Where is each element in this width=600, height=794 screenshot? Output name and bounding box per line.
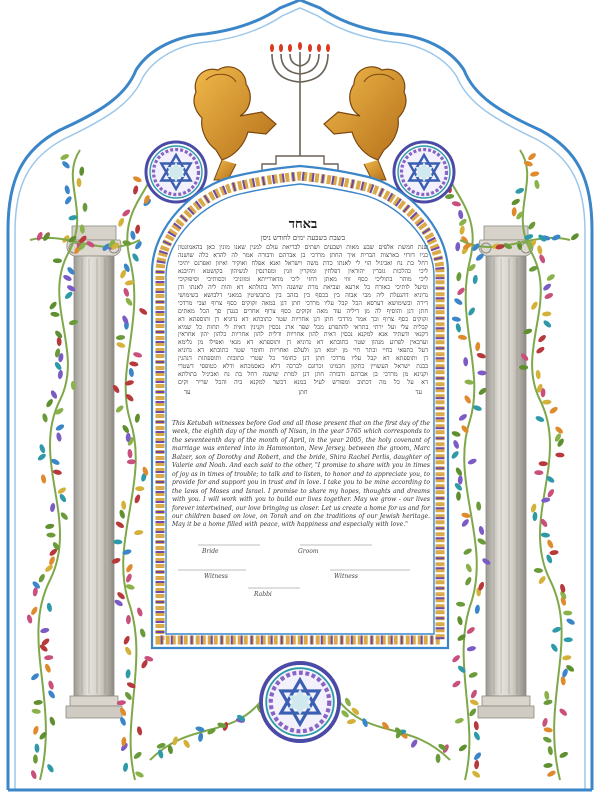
hebrew-line: זקוקים כסף צרוף וכך אמר מרדכי חתן דנן אחריות שטר כתובתא דא נדוניא דן ותוספתא דא (178, 315, 428, 323)
column-icon-left (66, 226, 122, 718)
column-icon-right (478, 226, 534, 718)
hebrew-line: שנת חמשת אלפים שבע מאות ושבעים ושתים לבריאת עולם למנין שאנו מונין כאן בהאמונטון (178, 244, 428, 251)
hebrew-sig-witness-2: עד (184, 389, 191, 397)
hebrew-line: וקנינא מן מרדכי בן אברהם ודבורה חתן דנן למרת שושנה רחל בת נח ואביגיל בתולתא (178, 371, 428, 379)
hebrew-line: נדוניא דהנעלת ליה מבי אבוה בין בכסף בין בזהב בין בתכשיטין במאני דלבושא בשימושי (178, 291, 428, 299)
lion-icon-right (324, 67, 406, 180)
witness-right-signature-label: Witness (334, 573, 358, 580)
hebrew-line: דן ותוספתא דא קבל עליו מרדכי חתן דנן כחומר כל שטרי כתובות ותוספתות דנהגין (178, 355, 428, 363)
english-ketubah-text: This Ketubah witnesses before God and all those present that on the first day of the week, the eighth day of the month of Nisan, in the year 5765 which corresponds to the seventeenth day of the month of April, in the year 2005, the holy covenant of marriage was entered into in Hammonton, New Jersey, between the groom, Marc Balzer, son of Dorothy and Robert, and the bride, Shira Rachel Perlis, daughter of Valerie and Noah. And each said to the other, "I promise to share with you in times of joy as in times of trouble; to talk and to listen, to honor and to appreciate you, to provide for and support you in trust and in love. I take you to be mine according to the laws of Moses and Israel. I promise to share my hopes, thoughts and dreams with you. I will work with you to build our lives together. May we grow - our lives forever intertwined, our love bringing us closer. Let us create a home for us and for our children based on love, on Torah and on the traditions of our Jewish heritage. May it be a home filled with peace, with happiness and especially with love." (172, 420, 430, 529)
hebrew-line: ליכי מוהר בתוליכי כסף זוזי מאתן דחזי ליכי מדאורייתא ומזוניכי וכסותיכי וסיפוקיכי (178, 275, 428, 283)
hebrew-line: דא על כל מה דכתוב ומפורש לעיל במנא דכשר למקנא ביה והכל שריר וקים (178, 379, 428, 387)
hebrew-line: דירה ובשימושא דערסא הכל קבל עליו מרדכי חתן דנן במאה זקוקים כסף צרוף וצבי מרדכי (178, 299, 428, 307)
menorah-icon (270, 42, 330, 160)
lion-icon-left (194, 67, 276, 180)
hebrew-line: חתן דנן והוסיף לה מן דיליה עוד מאה זקוקים כסף צרוף אחרים כנגדן סך הכל מאתים (178, 307, 428, 315)
groom-signature-label: Groom (298, 548, 319, 555)
hebrew-sig-groom: חתן (298, 389, 308, 397)
hebrew-line: ליכי כהלכות גוברין יהודאין דפלחין ומוקרין וזנין ומפרנסין לנשיהון בקושטא ויהיבנא (178, 267, 428, 275)
hebrew-subheading: בשבת בשבעה ימים לחודש ניסן (260, 234, 346, 242)
hebrew-sig-witness-1: עד (415, 389, 422, 397)
hebrew-line: דעל כתפאי בחיי ובתר חיי מן יומא דנן ולעלם ואחריות וחומר שטר כתובתא דא נדוניא (178, 347, 428, 355)
hebrew-ketubah-text (178, 216, 428, 418)
hebrew-body (178, 244, 428, 387)
hebrew-line: דקנאי ודעתיד אנא למקנא נכסין דאית להון אחריות ודלית להון אחריות כלהון יהון אחראין (178, 331, 428, 339)
star-of-david-icon-bottom (261, 663, 339, 741)
hebrew-line: בבנת ישראל העשויין כתקון חכמינו זכרונם לברכה דלא כאסמכתא ודלא כטופסי דשטרי (178, 363, 428, 371)
bride-signature-label: Bride (202, 548, 219, 555)
hebrew-line: רחל בת נח ואביגיל הוי לי לאנתו כדת משה וישראל ואנא אפלח ואוקיר ואיזון ואפרנס יתיכי (178, 259, 428, 267)
witness-left-signature-label: Witness (204, 573, 228, 580)
hebrew-line: בניו דזרזי בארצות הברית איך החתן מרדכי בן אברהם ודבורה אמר לה להדא כלה שושנה (178, 251, 428, 259)
rabbi-signature-label: Rabbi (254, 591, 272, 598)
hebrew-heading: באחד (288, 217, 318, 232)
hebrew-signature-row (178, 389, 428, 396)
hebrew-line: קבלית עלי ועל ירתי בתראי להתפרע מכל שפר ארג נכסין וקנינין דאית לי תחות כל שמיא (178, 323, 428, 331)
hebrew-line: וערבאין לפרוע מנהון שטר כתובתא דא נדוניא דן ותוספתא דא מנאי ואפילו מן גלימא (178, 339, 428, 347)
hebrew-line: ומיעל לותיכי כאורח כל ארעא וצביאת מרת שושנה רחל בתולתא דא והות ליה לאנתו ודן (178, 283, 428, 291)
